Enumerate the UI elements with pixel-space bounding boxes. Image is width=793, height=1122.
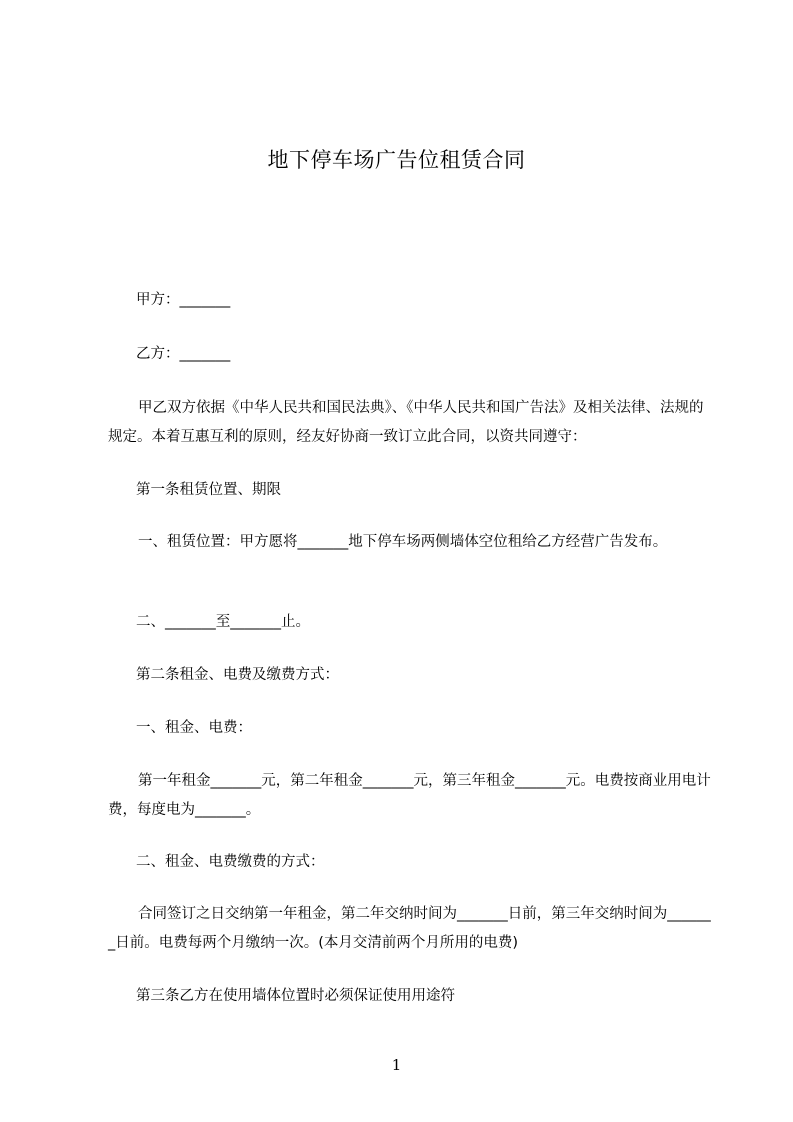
document-title: 地下停车场广告位租赁合同 <box>267 148 526 172</box>
page-number: 1 <box>391 1056 402 1074</box>
payment-schedule-paragraph: 合同签订之日交纳第一年租金，第二年交纳时间为_______日前，第三年交纳时间为_______日前。电费每两个月缴纳一次。(本月交清前两个月所用的电费) <box>108 906 711 951</box>
party-b-line: 乙方：_______ <box>136 346 231 362</box>
article-2-heading: 第二条租金、电费及缴费方式： <box>136 667 339 683</box>
payment-method-heading: 二、租金、电费缴费的方式： <box>136 854 325 870</box>
lease-location-paragraph: 一、租赁位置：甲方愿将_______地下停车场两侧墙体空位租给乙方经营广告发布。 <box>138 534 668 550</box>
party-a-line: 甲方：_______ <box>136 292 231 308</box>
article-3-heading: 第三条乙方在使用墙体位置时必须保证使用用途符 <box>136 988 455 1004</box>
lease-term-paragraph: 二、_______至_______止。 <box>136 614 310 630</box>
preamble-paragraph: 甲乙双方依据《中华人民共和国民法典》、《中华人民共和国广告法》及相关法律、法规的规定。本着互惠互利的原则，经友好协商一致订立此合同，以资共同遵守： <box>108 400 704 445</box>
rent-amount-paragraph: 第一年租金_______元，第二年租金_______元，第三年租金_______元。电费按商业用电计费，每度电为_______。 <box>108 773 711 818</box>
article-1-heading: 第一条租赁位置、期限 <box>136 482 281 498</box>
rent-electricity-heading: 一、租金、电费： <box>136 720 252 736</box>
